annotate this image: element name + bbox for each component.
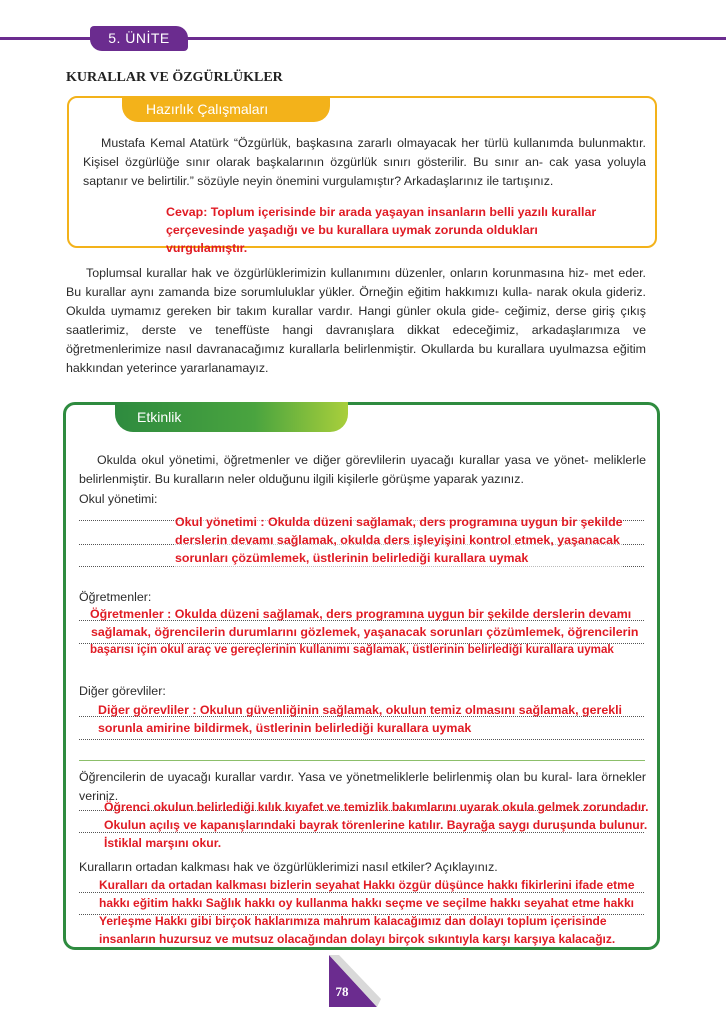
students-answer: Öğrenci okulun belirlediği kılık kıyafet ve temizlik bakımlarını uyarak okula gelmek zorundadır. Okulun açılış ve kapanışlarındaki bayrak törenlerine katılır. Bayrağa saygı duruşunda bulunur. İstiklal marşını okur.: [104, 800, 649, 850]
admin-answer: Okul yönetimi : Okulda düzeni sağlamak, ders programına uygun bir şekilde derslerin devamı sağlamak, okulda ders işleyişini kontrol etmek, yaşanacak sorunları çözümlemek, üstlerinin belirlediği kurallara uymak: [175, 515, 623, 565]
answer-line: [79, 739, 644, 740]
staff-label: Diğer görevliler:: [79, 684, 166, 698]
teachers-answer: Öğretmenler : Okulda düzeni sağlamak, ders programına uygun bir şekilde derslerin devamı sağlamak, öğrencilerin durumlarını gözlemek, yaşanacak sorunları çözümlemek, öğrencilerin başarısı için okul araç ve gereçlerinin kullanımı sağlamak, üstlerinin belirlediği kurallara uymak: [90, 607, 639, 656]
body-paragraph: Toplumsal kurallar hak ve özgürlüklerimizin kullanımını düzenler, onların korunmasına hiz- met eder. Bu kurallar aynı zamanda bize sorumluluklar yükler. Örneğin eğitim hakkımızı kulla- narak okula gideriz. Okulda uymamız gereken bir takım kurallar vardır. Hangi günler okula gide- ceğimiz, derse giriş çıkış saatlerimiz, derste ve teneffüste hangi davranışlara dikkat edeceğimiz, arkadaşlarımıza ve öğretmenlerimize nasıl davranacağımız kurallarla belirlenmiştir. Okullarda bu kurallara uyulmazsa eğitim hakkından yeterince yararlanamayız.: [66, 266, 647, 375]
page-number: 78: [335, 984, 349, 999]
admin-label: Okul yönetimi:: [79, 492, 158, 506]
teachers-label: Öğretmenler:: [79, 590, 152, 604]
prep-question: Mustafa Kemal Atatürk “Özgürlük, başkasına zararlı olmayacak her türlü kullanımda bulunmaktır. Kişisel özgürlüğe sınır olarak başkalarının özgürlük sınırı gösterilir. Bu sınır an- cak yasa yoluyla saptanır ve belirtilir.” sözüyle neyin önemini vurgulamıştır? Arkadaşlarınız ile tartışınız.: [83, 136, 646, 188]
prep-tab: Hazırlık Çalışmaları: [122, 96, 330, 122]
removal-question: Kuralların ortadan kalkması hak ve özgürlüklerimizi nasıl etkiler? Açıklayınız.: [79, 860, 498, 874]
staff-answer: Diğer görevliler : Okulun güvenliğinin sağlamak, okulun temiz olmasını sağlamak, gerekli sorunla amirine bildirmek, üstlerinin belirlediği kurallara uymak: [98, 703, 622, 735]
page-corner-shape: [325, 955, 381, 1011]
students-question: Öğrencilerin de uyacağı kurallar vardır. Yasa ve yönetmeliklerle belirlenmiş olan bu kural- lara örnekler veriniz.: [79, 770, 646, 803]
prep-answer: Cevap: Toplum içerisinde bir arada yaşayan insanların belli yazılı kurallar çerçevesinde yaşadığı ve bu kurallara uymak zorunda oldukları vurgulamıştır.: [166, 205, 597, 255]
page-title: KURALLAR VE ÖZGÜRLÜKLER: [66, 70, 283, 85]
removal-answer: Kuralları da ortadan kalkması bizlerin seyahat Hakkı özgür düşünce hakkı fikirlerini ifade etme hakkı eğitim hakkı Sağlık hakkı oy kullanma hakkı seçme ve seçilme hakkı seyahat etme hakkı Yerleşme Hakkı gibi birçok haklarımıza mahrum kalacağımız dan dolayı toplum içerisinde insanların huzursuz ve mutsuz olacağından dolayı birçok sıkıntıyla karşı karşıya kalacağız.: [99, 878, 635, 946]
activity-intro: Okulda okul yönetimi, öğretmenler ve diğer görevlilerin uyacağı kurallar yasa ve yönet- meliklerle belirlenmiştir. Bu kuralların neler olduğunu ilgili kişilerle görüşme yaparak yazınız.: [79, 453, 646, 486]
activity-tab: Etkinlik: [115, 402, 348, 432]
section-divider: [79, 760, 645, 761]
unit-label: 5. ÜNİTE: [90, 26, 188, 51]
